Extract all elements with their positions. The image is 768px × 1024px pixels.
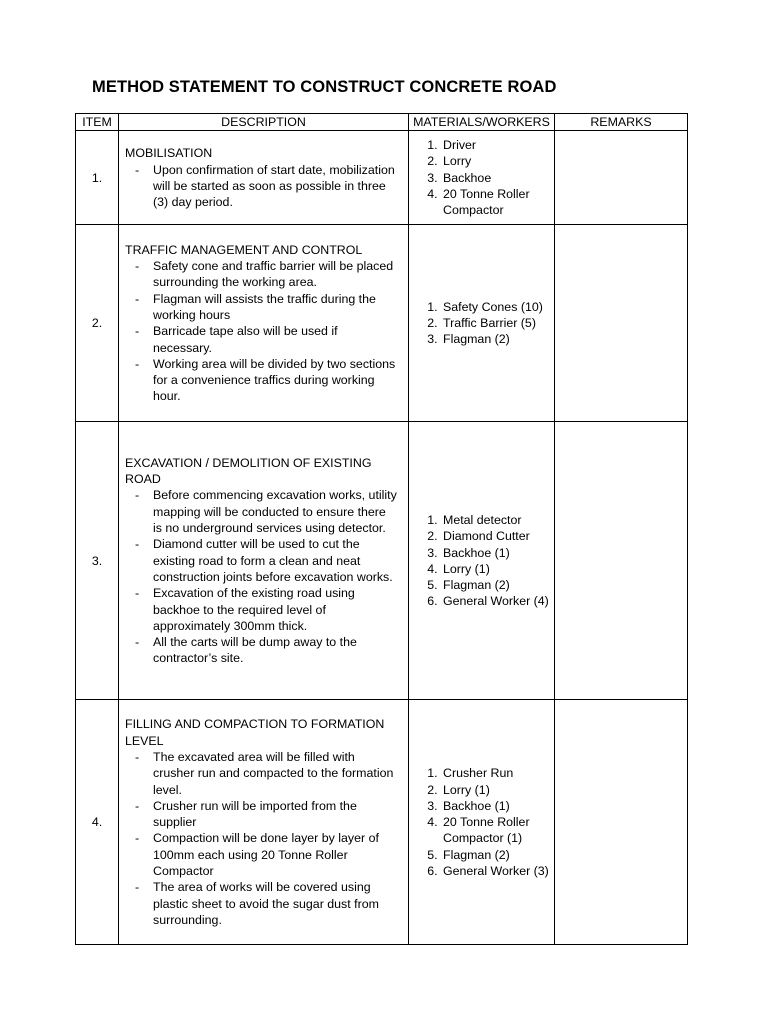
material-item: 3. Backhoe (1): [441, 545, 550, 561]
description-cell: [119, 225, 409, 422]
step-points: [125, 749, 402, 928]
table-row: [76, 225, 688, 422]
description-cell: [119, 131, 409, 225]
step-point: - Upon confirmation of start date, mobilization will be started as soon as possible in three (3) day period.: [153, 162, 398, 211]
materials-list: [409, 137, 554, 218]
step-point: - Crusher run will be imported from the supplier: [153, 798, 398, 831]
step-points: [125, 162, 402, 211]
material-item: 1. Metal detector: [441, 512, 550, 528]
materials-cell: [409, 422, 555, 700]
material-item: 2. Lorry (1): [441, 782, 550, 798]
material-item: 2. Traffic Barrier (5): [441, 315, 550, 331]
item-number: 3.: [76, 422, 119, 700]
materials-cell: [409, 225, 555, 422]
description-cell: [119, 700, 409, 945]
remarks-cell: [555, 131, 688, 225]
step-points: [125, 487, 402, 666]
material-item: 3. Backhoe (1): [441, 798, 550, 814]
table-header-row: [76, 114, 688, 131]
material-item: 1. Driver: [441, 137, 550, 153]
material-item: 4. 20 Tonne Roller Compactor (1): [441, 814, 550, 847]
header-materials: MATERIALS/WORKERS: [409, 114, 555, 131]
table-row: [76, 131, 688, 225]
materials-list: [409, 512, 554, 610]
item-number: 4.: [76, 700, 119, 945]
step-point: - Compaction will be done layer by layer of 100mm each using 20 Tonne Roller Compactor: [153, 830, 398, 879]
material-item: 2. Lorry: [441, 153, 550, 169]
step-point: - All the carts will be dump away to the contractor’s site.: [153, 634, 398, 667]
material-item: 6. General Worker (4): [441, 593, 550, 609]
material-item: 3. Backhoe: [441, 170, 550, 186]
step-heading: TRAFFIC MANAGEMENT AND CONTROL: [125, 242, 363, 257]
material-item: 4. 20 Tonne Roller Compactor: [441, 186, 550, 219]
remarks-cell: [555, 225, 688, 422]
step-point: - The area of works will be covered using plastic sheet to avoid the sugar dust from surrounding.: [153, 879, 398, 928]
step-heading: MOBILISATION: [125, 146, 213, 161]
materials-list: [409, 765, 554, 879]
material-item: 5. Flagman (2): [441, 577, 550, 593]
material-item: 4. Lorry (1): [441, 561, 550, 577]
step-point: - Diamond cutter will be used to cut the existing road to form a clean and neat construction joints before excavation works.: [153, 536, 398, 585]
header-description: DESCRIPTION: [119, 114, 409, 131]
material-item: 1. Safety Cones (10): [441, 299, 550, 315]
item-number: 1.: [76, 131, 119, 225]
step-point: - Safety cone and traffic barrier will be placed surrounding the working area.: [153, 258, 398, 291]
material-item: 2. Diamond Cutter: [441, 528, 550, 544]
material-item: 3. Flagman (2): [441, 331, 550, 347]
step-points: [125, 258, 402, 405]
material-item: 1. Crusher Run: [441, 765, 550, 781]
step-heading: FILLING AND COMPACTION TO FORMATION LEVEL: [125, 717, 385, 748]
header-item: ITEM: [76, 114, 119, 131]
step-point: - Excavation of the existing road using backhoe to the required level of approximately 300mm thick.: [153, 585, 398, 634]
materials-list: [409, 299, 554, 348]
item-number: 2.: [76, 225, 119, 422]
page-title: METHOD STATEMENT TO CONSTRUCT CONCRETE ROAD: [92, 78, 557, 96]
step-point: - Flagman will assists the traffic during the working hours: [153, 291, 398, 324]
step-heading: EXCAVATION / DEMOLITION OF EXISTING ROAD: [125, 455, 372, 487]
materials-cell: [409, 131, 555, 225]
step-point: - Working area will be divided by two sections for a convenience traffics during working hour.: [153, 356, 398, 405]
method-statement-table: [75, 113, 688, 945]
material-item: 6. General Worker (3): [441, 863, 550, 879]
step-point: - The excavated area will be filled with crusher run and compacted to the formation level.: [153, 749, 398, 798]
remarks-cell: [555, 700, 688, 945]
material-item: 5. Flagman (2): [441, 847, 550, 863]
header-remarks: REMARKS: [555, 114, 688, 131]
table-row: [76, 700, 688, 945]
remarks-cell: [555, 422, 688, 700]
step-point: - Barricade tape also will be used if necessary.: [153, 323, 398, 356]
step-point: - Before commencing excavation works, utility mapping will be conducted to ensure there is no underground services using detector.: [153, 487, 398, 536]
table-row: [76, 422, 688, 700]
materials-cell: [409, 700, 555, 945]
description-cell: [119, 422, 409, 700]
